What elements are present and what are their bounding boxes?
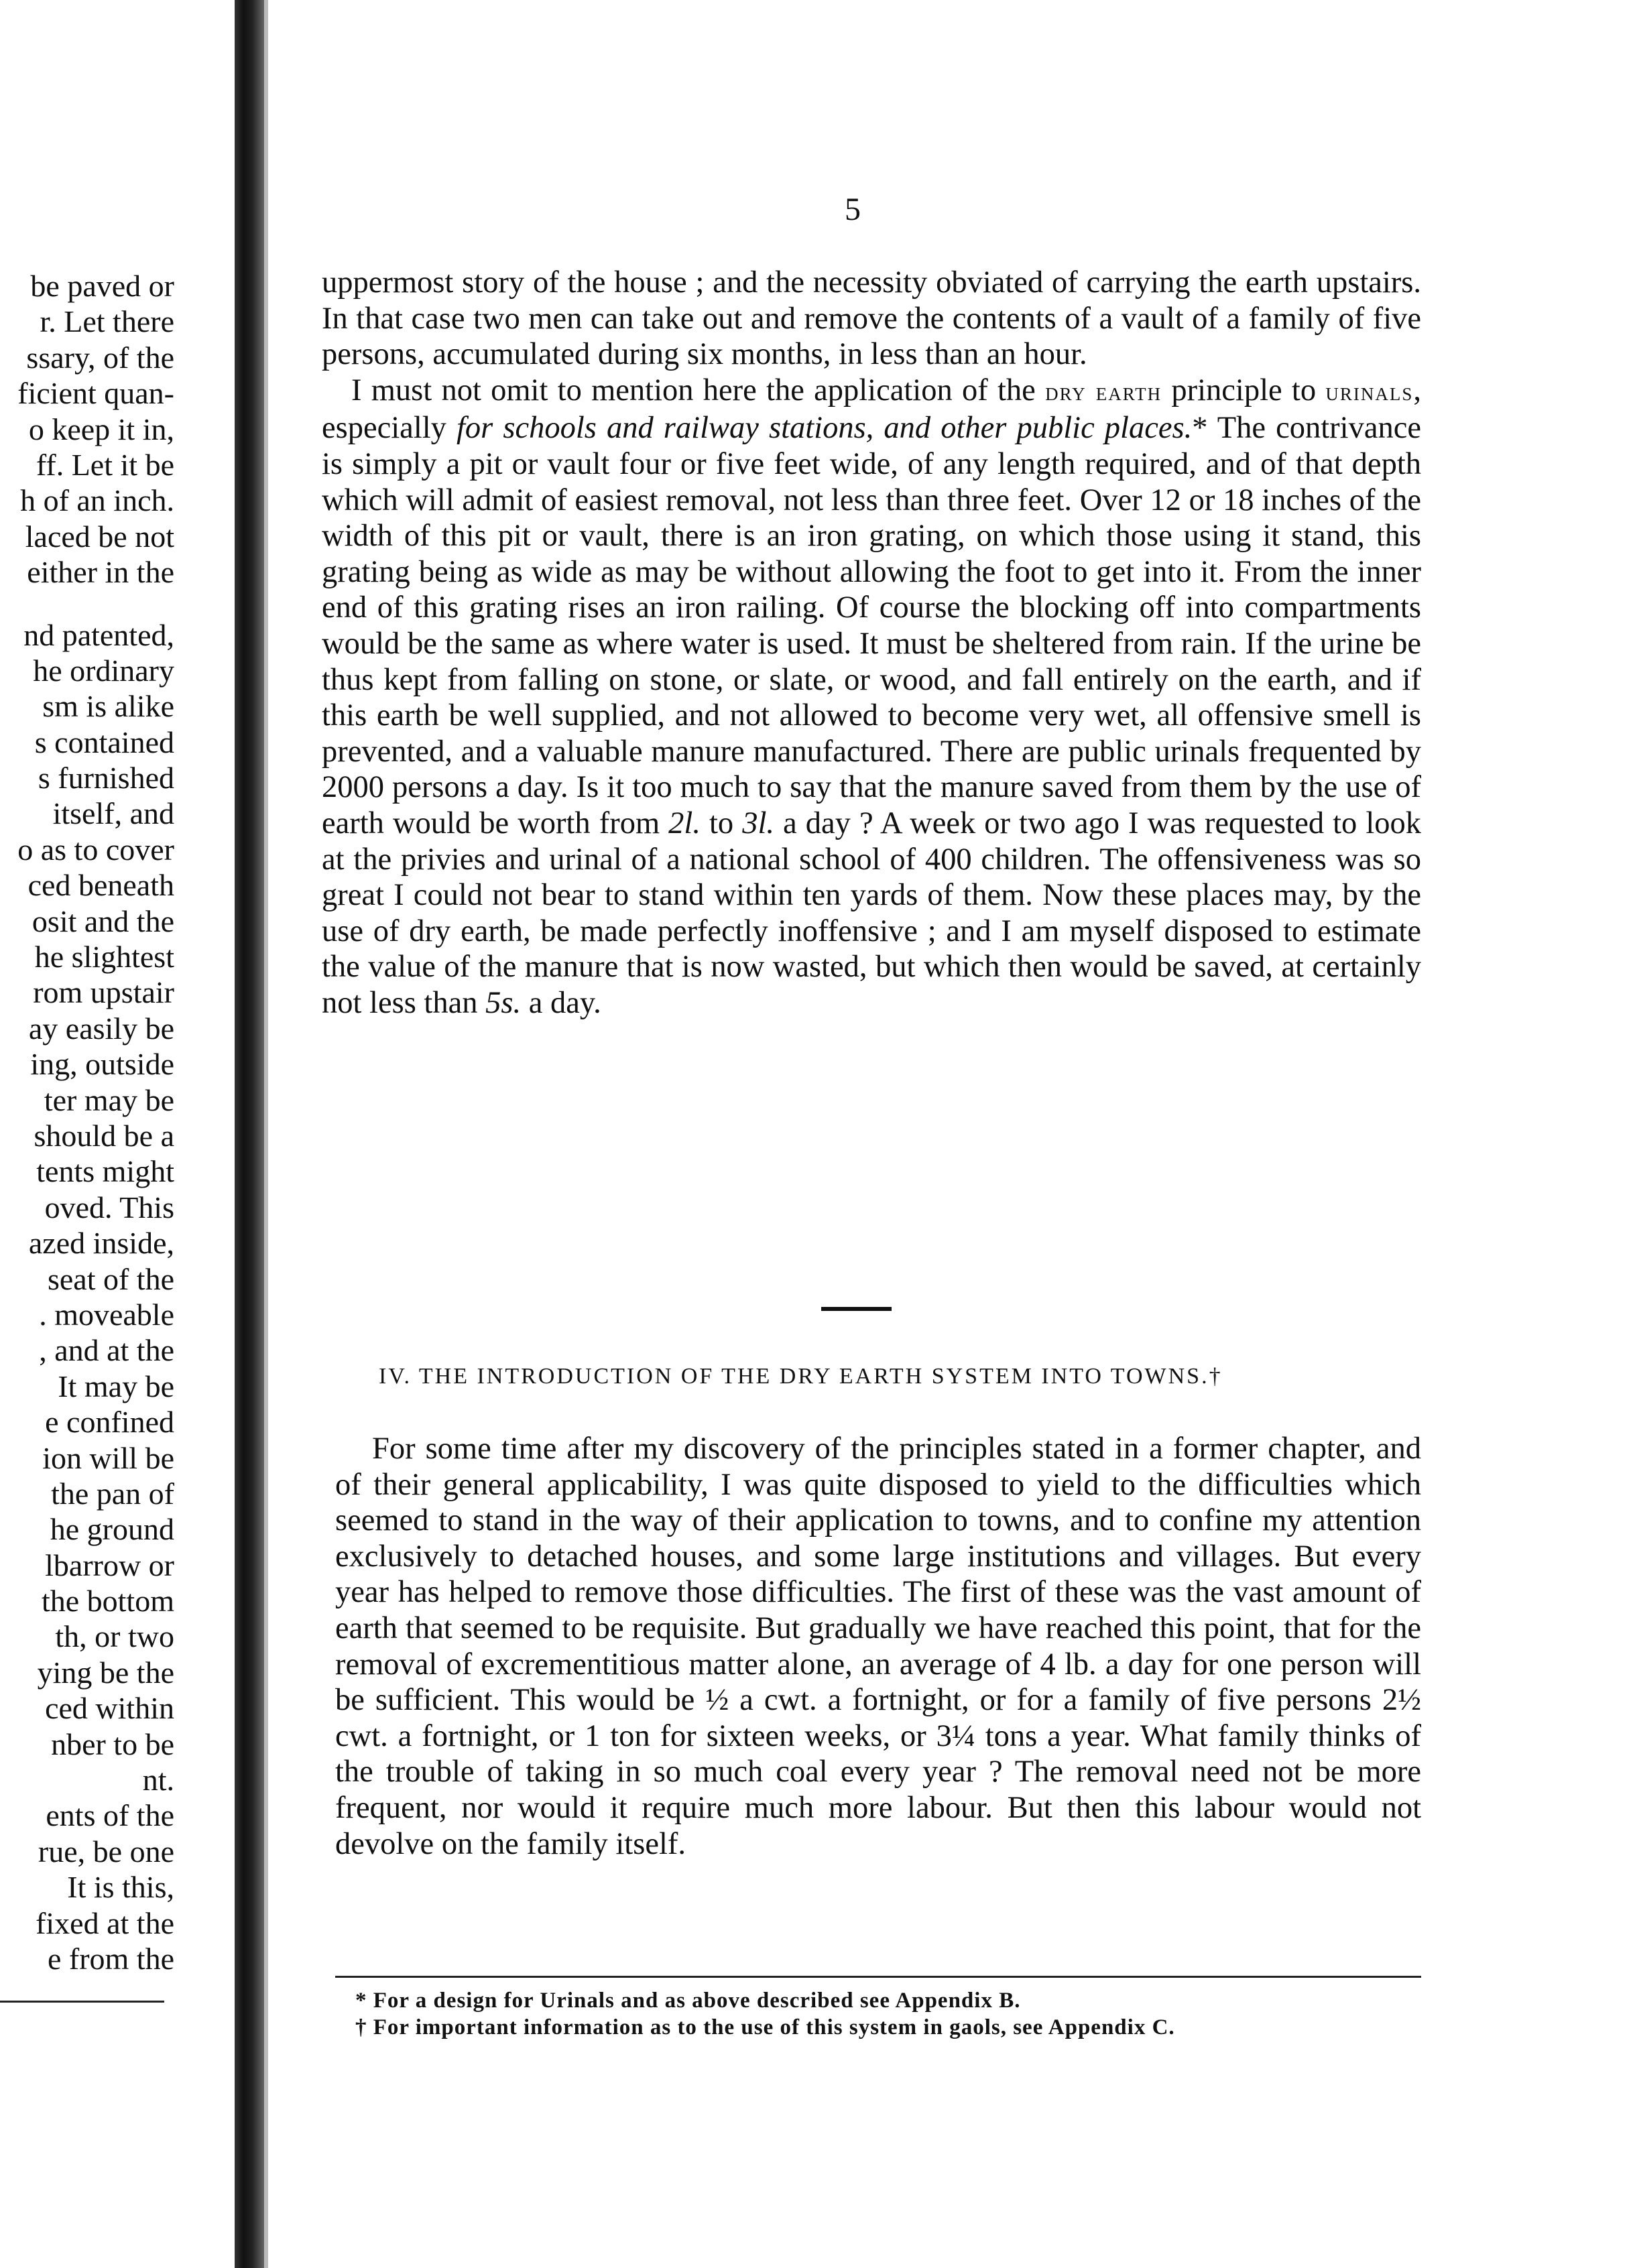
- book-page: [315, 0, 1428, 2268]
- adjacent-page-line: osit and the: [32, 903, 174, 938]
- footnote-1: * For a design for Urinals and as above described see Appendix B.: [355, 1989, 1021, 2013]
- adjacent-page-line: ter may be: [44, 1082, 174, 1117]
- adjacent-page-line: r. Let there: [40, 304, 174, 339]
- adjacent-page-line: seat of the: [47, 1261, 174, 1296]
- section-divider: [821, 1307, 892, 1311]
- adjacent-page-line: the bottom: [41, 1584, 174, 1619]
- adjacent-page-line: ying be the: [37, 1655, 174, 1690]
- paragraph-towns: For some time after my discovery of the principles stated in a former chapter, and of their general applicability, I was quite disposed to yield to the difficulties which seemed to stand in the way of their application to towns, and to confine my attention exclusively to detached houses, and some large institutions and villages. But every year has helped to remove those difficulties. The first of these was the vast amount of earth that seemed to be requisite. But gradually we have reached this point, that for the removal of excrementitious matter alone, an average of 4 lb. a day for one person will be sufficient. This would be ½ a cwt. a fortnight, or for a family of five persons 2½ cwt. a fortnight, or 1 ton for sixteen weeks, or 3¼ tons a year. What family thinks of the trouble of taking in so much coal every year ? The removal need not be more frequent, nor would it require much more labour. But then this labour would not devolve on the family itself.: [335, 1432, 1421, 1861]
- adjacent-page-line: either in the: [27, 555, 174, 590]
- footnote-2: † For important information as to the use of this system in gaols, see Appendix C.: [355, 2015, 1175, 2039]
- body-text: [322, 265, 1421, 1021]
- paragraph-continued: uppermost story of the house ; and the necessity obviated of carrying the earth upstairs. In that case two men can take out and remove the contents of a vault of a family of five persons, accumulated during six months, in less than an hour.: [322, 265, 1421, 372]
- adjacent-page-line: ff. Let it be: [36, 447, 174, 482]
- adjacent-page-line: ion will be: [42, 1440, 174, 1475]
- adjacent-page-line: [0, 590, 174, 617]
- adjacent-page-line: ced within: [45, 1691, 174, 1726]
- adjacent-page-line: sm is alike: [42, 689, 174, 724]
- adjacent-page-line: ay easily be: [28, 1011, 174, 1046]
- adjacent-page-line: nd patented,: [23, 617, 174, 652]
- book-gutter: [235, 0, 264, 2268]
- adjacent-page-line: he ground: [50, 1512, 174, 1547]
- adjacent-page-line: azed inside,: [28, 1226, 174, 1261]
- adjacent-page-line: ents of the: [46, 1798, 174, 1833]
- adjacent-page-line: laced be not: [25, 519, 174, 554]
- adjacent-page-line: nber to be: [51, 1726, 174, 1761]
- adjacent-page-line: ficient quan-: [17, 376, 174, 411]
- adjacent-page-line: rom upstair: [33, 975, 174, 1010]
- adjacent-page-line: s contained: [34, 724, 174, 759]
- adjacent-page-line: o as to cover: [17, 832, 174, 867]
- adjacent-page-line: nt.: [142, 1763, 174, 1798]
- adjacent-page-fragment: [0, 0, 235, 2268]
- section-heading: IV. THE INTRODUCTION OF THE DRY EARTH SYSTEM INTO TOWNS.†: [379, 1364, 1223, 1389]
- adjacent-page-line: oved. This: [44, 1190, 174, 1224]
- adjacent-page-line: th, or two: [55, 1619, 174, 1654]
- adjacent-page-line: he ordinary: [33, 653, 174, 688]
- page-number: 5: [845, 192, 861, 227]
- adjacent-page-line: o keep it in,: [28, 412, 174, 446]
- adjacent-page-line: e confined: [45, 1405, 174, 1440]
- adjacent-page-line: ced beneath: [27, 868, 174, 903]
- adjacent-page-line: ssary, of the: [26, 340, 174, 375]
- adjacent-page-line: lbarrow or: [45, 1548, 174, 1582]
- adjacent-page-lines: [0, 268, 174, 1976]
- adjacent-page-line: s furnished: [38, 761, 174, 796]
- adjacent-page-line: the pan of: [51, 1476, 174, 1511]
- gutter-edge: [264, 0, 268, 2268]
- adjacent-page-line: , and at the: [39, 1333, 174, 1368]
- adjacent-page-line: It is this,: [67, 1870, 174, 1905]
- adjacent-page-line: It may be: [58, 1369, 174, 1403]
- adjacent-page-line: he slightest: [34, 940, 174, 974]
- adjacent-page-line: be paved or: [30, 269, 174, 303]
- paragraph-urinals: I must not omit to mention here the application of the dry earth principle to urinals, especially for schools and railway stations, and other public places.* The contrivance is simply a pit or vault four or five feet wide, of any length required, and of that depth which will admit of easiest removal, not less than three feet. Over 12 or 18 inches of the width of this pit or vault, there is an iron grating, on which those using it stand, this grating being as wide as may be without allowing the foot to get into it. From the inner end of this grating rises an iron railing. Of course the blocking off into compartments would be the same as where water is used. It must be sheltered from rain. If the urine be thus kept from falling on stone, or slate, or wood, and fall entirely on the earth, and if this earth be well supplied, and not allowed to become very wet, all offensive smell is prevented, and a valuable manure manufactured. There are public urinals frequented by 2000 persons a day. Is it too much to say that the manure saved from them by the use of earth would be worth from 2l. to 3l. a day ? A week or two ago I was requested to look at the privies and urinal of a national school of 400 children. The offensiveness was so great I could not bear to stand within ten yards of them. Now these places may, by the use of dry earth, be made perfectly inoffensive ; and I am myself disposed to estimate the value of the manure that is now wasted, but which then would be saved, at certainly not less than 5s. a day.: [322, 373, 1422, 1020]
- adjacent-page-line: rue, be one: [38, 1834, 174, 1869]
- adjacent-page-line: fixed at the: [36, 1905, 174, 1940]
- adjacent-page-line: e from the: [47, 1941, 174, 1976]
- adjacent-page-line: itself, and: [52, 796, 174, 831]
- adjacent-page-line: h of an inch.: [20, 483, 174, 518]
- adjacent-page-footnote-rule: [0, 2001, 164, 2003]
- adjacent-page-line: ing, outside: [30, 1047, 174, 1082]
- adjacent-page-line: tents might: [36, 1154, 174, 1189]
- footnotes: [355, 1987, 1428, 2041]
- adjacent-page-line: should be a: [34, 1118, 174, 1153]
- adjacent-page-line: . moveable: [39, 1297, 174, 1332]
- section-text: [335, 1431, 1421, 1862]
- footnote-rule: [335, 1976, 1421, 1978]
